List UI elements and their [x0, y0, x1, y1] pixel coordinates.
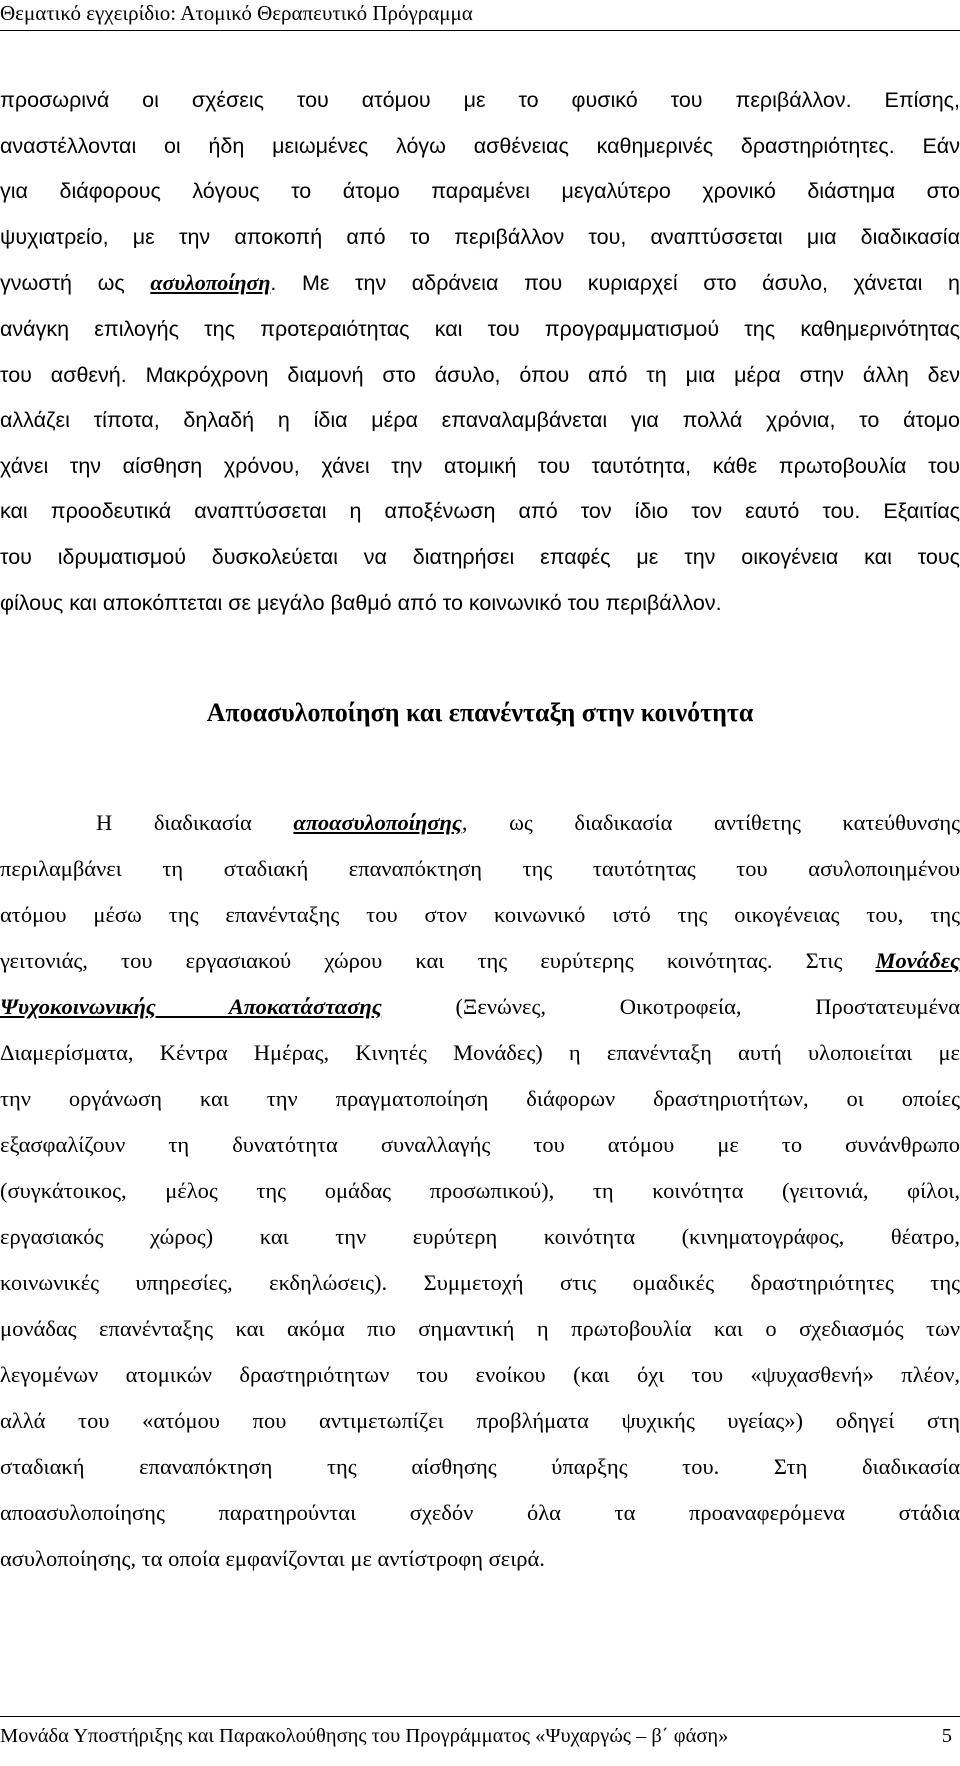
text-line: προσωρινά οι σχέσεις του ατόμου με το φυσικό του περιβάλλον. Επίσης,	[0, 88, 960, 112]
section1-paragraph	[0, 78, 960, 626]
text-line: ψυχιατρείο, με την αποκοπή από το περιβάλλον του, αναπτύσσεται μια διαδικασία	[0, 224, 960, 249]
text-line: την οργάνωση και την πραγματοποίηση διάφορων δραστηριοτήτων, οι οποίες	[0, 1086, 960, 1111]
text-line: εργασιακός χώρος) και την ευρύτερη κοινότητα (κινηματογράφος, θέατρο,	[0, 1224, 960, 1249]
header-title: Θεματικό εγχειρίδιο: Ατομικό Θεραπευτικό Πρόγραμμα	[0, 1, 473, 25]
text-line: Διαμερίσματα, Κέντρα Ημέρας, Κινητές Μονάδες) η επανένταξη αυτή υλοποιείται με	[0, 1040, 960, 1065]
text-line: λεγομένων ατομικών δραστηριότητων του ενοίκου (και όχι του «ψυχασθενή» πλέον,	[0, 1362, 960, 1387]
text-line: κοινωνικές υπηρεσίες, εκδηλώσεις). Συμμετοχή στις ομαδικές δραστηριότητες της	[0, 1270, 960, 1295]
text-line: ατόμου μέσω της επανένταξης του στον κοινωνικό ιστό της οικογένειας του, της	[0, 902, 960, 927]
text-line: σταδιακή επαναπόκτηση της αίσθησης ύπαρξης του. Στη διαδικασία	[0, 1454, 960, 1479]
term-apoasylopoiisis: αποασυλοποίησης	[293, 810, 462, 835]
section-heading: Αποασυλοποίηση και επανένταξη στην κοινότητα	[206, 698, 754, 727]
text-line: χάνει την αίσθηση χρόνου, χάνει την ατομική του ταυτότητα, κάθε πρωτοβουλία του	[0, 453, 960, 478]
text-line: περιλαμβάνει τη σταδιακή επαναπόκτηση της ταυτότητας του ασυλοποιημένου	[0, 856, 960, 881]
term-asylopoiisi: ασυλοποίηση	[150, 270, 271, 296]
text-line: φίλους και αποκόπτεται σε μεγάλο βαθμό από το κοινωνικό του περιβάλλον.	[0, 590, 722, 615]
text-line: για διάφορους λόγους το άτομο παραμένει μεγαλύτερο χρονικό διάστημα στο	[0, 179, 960, 204]
text-line: αποασυλοποίησης παρατηρούνται σχεδόν όλα τα προαναφερόμενα στάδια	[0, 1500, 960, 1525]
text-line: (συγκάτοικος, μέλος της ομάδας προσωπικού), τη κοινότητα (γειτονιά, φίλοι,	[0, 1178, 960, 1203]
text-line: αλλά του «ατόμου που αντιμετωπίζει προβλήματα ψυχικής υγείας») οδηγεί στη	[0, 1408, 960, 1433]
text-line: ασυλοποίησης, τα οποία εμφανίζονται με αντίστροφη σειρά.	[0, 1546, 545, 1571]
footer-text: Μονάδα Υποστήριξης και Παρακολούθησης του Προγράμματος «Ψυχαργώς – β΄ φάση»	[0, 1725, 729, 1747]
text-line: Ψυχοκοινωνικής Αποκατάστασης (Ξενώνες, Οικοτροφεία, Προστατευμένα	[0, 994, 960, 1019]
running-footer	[0, 1716, 960, 1749]
text-line: Η διαδικασία αποασυλοποίησης, ως διαδικασία αντίθετης κατεύθυνσης	[96, 810, 960, 835]
text-line: μονάδας επανένταξης και ακόμα πιο σημαντική η πρωτοβουλία και ο σχεδιασμός των	[0, 1316, 960, 1341]
text-line: του ιδρυματισμού δυσκολεύεται να διατηρήσει επαφές με την οικογένεια και τους	[0, 544, 960, 569]
running-header	[0, 0, 960, 31]
text-line: ανάγκη επιλογής της προτεραιότητας και του προγραμματισμού της καθημερινότητας	[0, 316, 960, 341]
text-line: αναστέλλονται οι ήδη μειωμένες λόγω ασθένειας καθημερινές δραστηριότητες. Εάν	[0, 133, 960, 158]
text-line: αλλάζει τίποτα, δηλαδή η ίδια μέρα επαναλαμβάνεται για πολλά χρόνια, το άτομο	[0, 408, 960, 433]
text-line: γνωστή ως ασυλοποίηση. Με την αδράνεια που κυριαρχεί στο άσυλο, χάνεται η	[0, 270, 960, 296]
text-line: του ασθενή. Μακρόχρονη διαμονή στο άσυλο, όπου από τη μια μέρα στην άλλη δεν	[0, 362, 960, 387]
text-line: εξασφαλίζουν τη δυνατότητα συναλλαγής του ατόμου με το συνάνθρωπο	[0, 1132, 960, 1157]
page-number: 5	[941, 1725, 952, 1747]
term-monades: Μονάδες	[875, 948, 960, 973]
text-line: και προοδευτικά αναπτύσσεται η αποξένωση από τον ίδιο τον εαυτό του. Εξαιτίας	[0, 499, 960, 524]
text-line: γειτονιάς, του εργασιακού χώρου και της ευρύτερης κοινότητας. Στις Μονάδες	[0, 948, 960, 973]
section2-paragraph	[0, 800, 960, 1582]
term-psychokoinonikis-apokatastasis: Ψυχοκοινωνικής Αποκατάστασης	[0, 994, 382, 1019]
